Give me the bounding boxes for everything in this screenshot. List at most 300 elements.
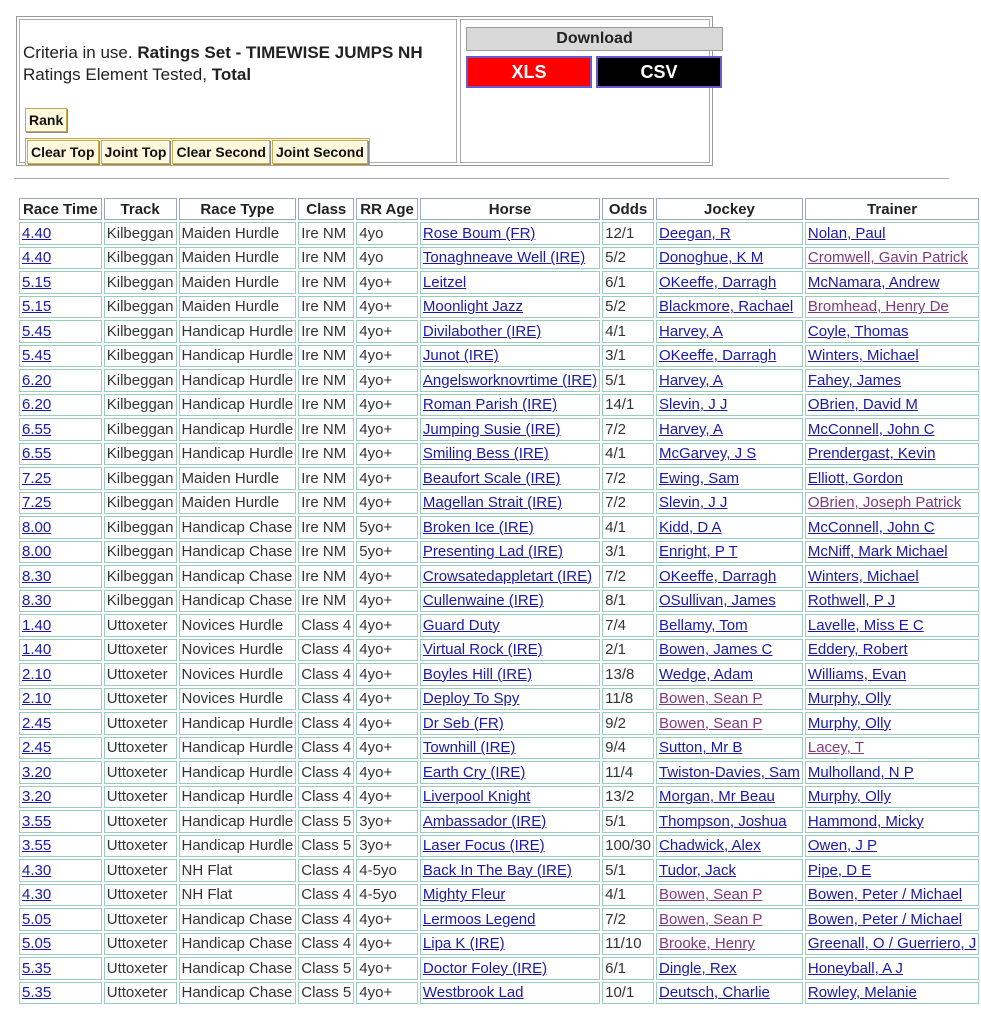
age-cell: 5yo+ [359, 543, 393, 561]
jockey-link[interactable]: Deegan, R [659, 224, 731, 242]
race-time-link[interactable]: 2.10 [22, 690, 52, 708]
table-cell [104, 467, 177, 490]
table-row [19, 247, 979, 270]
race-time-link[interactable]: 5.05 [22, 935, 52, 953]
trainer-link[interactable]: Mulholland, N P [807, 763, 914, 781]
jockey-link[interactable]: Morgan, Mr Beau [659, 788, 775, 806]
race-time-link[interactable]: 5.15 [22, 273, 52, 291]
class-cell: Class 4 [301, 763, 352, 781]
jockey-link[interactable]: OSullivan, James [659, 592, 776, 610]
joint-top-button[interactable]: Joint Top [101, 140, 171, 164]
table-cell [356, 516, 418, 539]
trainer-link[interactable]: Lacey, T [807, 739, 865, 757]
table-cell [356, 590, 418, 613]
table-cell [179, 541, 297, 564]
horse-link[interactable]: Deploy To Spy [422, 690, 520, 708]
horse-link[interactable]: Broken Ice (IRE) [422, 518, 534, 536]
table-cell [356, 394, 418, 417]
race-time-link[interactable]: 5.45 [22, 322, 52, 340]
race-time-link[interactable]: 4.40 [22, 224, 52, 242]
table-cell [656, 786, 803, 809]
odds-cell: 5/1 [605, 371, 626, 389]
jockey-link[interactable]: Bowen, Sean P [659, 714, 763, 732]
odds-cell: 11/10 [605, 935, 642, 953]
jockey-link[interactable]: OKeeffe, Darragh [659, 273, 777, 291]
class-cell: Class 4 [301, 861, 352, 879]
race-time-link[interactable]: 4.30 [22, 886, 52, 904]
table-row [19, 565, 979, 588]
horse-link[interactable]: Angelsworknovrtime (IRE) [422, 371, 598, 389]
trainer-link[interactable]: Coyle, Thomas [807, 322, 909, 340]
table-cell [420, 957, 600, 980]
race-time-link[interactable]: 7.25 [22, 494, 52, 512]
horse-link[interactable]: Magellan Strait (IRE) [422, 494, 563, 512]
table-row [19, 859, 979, 882]
table-cell [805, 933, 979, 956]
table-cell [19, 835, 102, 858]
jockey-link[interactable]: Ewing, Sam [659, 469, 740, 487]
horse-link[interactable]: Westbrook Lad [422, 984, 524, 1002]
jockey-link[interactable]: Chadwick, Alex [659, 837, 761, 855]
race-type-cell: Handicap Hurdle [181, 763, 294, 781]
trainer-link[interactable]: Lavelle, Miss E C [807, 616, 924, 634]
table-cell [179, 296, 297, 319]
trainer-link[interactable]: Owen, J P [807, 837, 878, 855]
jockey-link[interactable]: Dingle, Rex [659, 959, 737, 977]
table-cell [420, 982, 600, 1005]
odds-cell: 4/1 [605, 322, 626, 340]
race-time-link[interactable]: 4.30 [22, 861, 52, 879]
age-cell: 4yo+ [359, 763, 393, 781]
track-cell: Kilbeggan [106, 592, 174, 610]
table-cell [104, 222, 177, 245]
table-row [19, 443, 979, 466]
table-cell [805, 590, 979, 613]
table-cell [356, 565, 418, 588]
race-time-link[interactable]: 8.30 [22, 592, 52, 610]
track-cell: Kilbeggan [106, 371, 174, 389]
jockey-link[interactable]: Twiston-Davies, Sam [659, 763, 800, 781]
jockey-link[interactable]: Harvey, A [659, 322, 723, 340]
horse-link[interactable]: Cullenwaine (IRE) [422, 592, 544, 610]
jockey-link[interactable]: Bowen, Sean P [659, 910, 763, 928]
trainer-link[interactable]: McNamara, Andrew [807, 273, 940, 291]
table-cell [179, 590, 297, 613]
age-cell: 4yo+ [359, 788, 393, 806]
horse-link[interactable]: Virtual Rock (IRE) [422, 641, 543, 659]
race-time-link[interactable]: 8.00 [22, 543, 52, 561]
track-cell: Uttoxeter [106, 959, 168, 977]
table-cell [356, 320, 418, 343]
table-cell [602, 761, 654, 784]
horse-link[interactable]: Lermoos Legend [422, 910, 536, 928]
trainer-link[interactable]: Williams, Evan [807, 665, 907, 683]
age-cell: 4yo+ [359, 665, 393, 683]
table-row [19, 516, 979, 539]
col-class: Class [298, 198, 354, 220]
horse-link[interactable]: Moonlight Jazz [422, 298, 523, 316]
race-type-cell: Handicap Chase [181, 592, 293, 610]
horse-link[interactable]: Smiling Bess (IRE) [422, 445, 549, 463]
table-cell [420, 761, 600, 784]
race-type-cell: Handicap Hurdle [181, 739, 294, 757]
table-cell [298, 933, 354, 956]
table-cell [602, 222, 654, 245]
download-box [460, 19, 710, 163]
table-cell [356, 982, 418, 1005]
horse-link[interactable]: Presenting Lad (IRE) [422, 543, 563, 561]
horse-link[interactable]: Liverpool Knight [422, 788, 531, 806]
race-time-link[interactable]: 5.45 [22, 347, 52, 365]
table-cell [356, 639, 418, 662]
horse-link[interactable]: Mighty Fleur [422, 886, 506, 904]
table-cell [356, 492, 418, 515]
jockey-link[interactable]: Bowen, James C [659, 641, 773, 659]
odds-cell: 7/4 [605, 616, 626, 634]
odds-cell: 12/1 [605, 224, 635, 242]
table-cell [420, 394, 600, 417]
horse-link[interactable]: Laser Focus (IRE) [422, 837, 545, 855]
table-cell [656, 810, 803, 833]
table-cell [420, 688, 600, 711]
track-cell: Uttoxeter [106, 984, 168, 1002]
horse-link[interactable]: Guard Duty [422, 616, 500, 634]
horse-link[interactable]: Rose Boum (FR) [422, 224, 536, 242]
trainer-link[interactable]: OBrien, David M [807, 396, 918, 414]
table-row [19, 786, 979, 809]
xls-download-button[interactable]: XLS [466, 56, 592, 88]
table-cell [805, 786, 979, 809]
table-cell [805, 222, 979, 245]
table-cell [805, 761, 979, 784]
race-time-link[interactable]: 6.55 [22, 445, 52, 463]
table-cell [656, 590, 803, 613]
table-cell [602, 712, 654, 735]
table-row [19, 982, 979, 1005]
table-cell [602, 467, 654, 490]
age-cell: 4yo+ [359, 494, 393, 512]
horse-link[interactable]: Boyles Hill (IRE) [422, 665, 533, 683]
jockey-link[interactable]: Enright, P T [659, 543, 738, 561]
race-time-link[interactable]: 5.35 [22, 984, 52, 1002]
rank-button[interactable]: Rank [25, 108, 67, 132]
race-time-link[interactable]: 6.20 [22, 371, 52, 389]
trainer-link[interactable]: McConnell, John C [807, 420, 935, 438]
horse-link[interactable]: Townhill (IRE) [422, 739, 516, 757]
trainer-link[interactable]: Rothwell, P J [807, 592, 896, 610]
trainer-link[interactable]: Prendergast, Kevin [807, 445, 936, 463]
horse-link[interactable]: Junot (IRE) [422, 347, 499, 365]
table-cell [656, 369, 803, 392]
horse-link[interactable]: Roman Parish (IRE) [422, 396, 558, 414]
trainer-link[interactable]: Murphy, Olly [807, 690, 891, 708]
race-time-link[interactable]: 5.35 [22, 959, 52, 977]
race-time-link[interactable]: 6.55 [22, 420, 52, 438]
table-cell [298, 639, 354, 662]
table-row [19, 320, 979, 343]
table-row [19, 908, 979, 931]
table-cell [298, 835, 354, 858]
table-cell [179, 418, 297, 441]
clear-top-button[interactable]: Clear Top [27, 140, 99, 164]
odds-cell: 2/1 [605, 641, 626, 659]
trainer-link[interactable]: Eddery, Robert [807, 641, 908, 659]
table-cell [602, 394, 654, 417]
table-cell [179, 688, 297, 711]
table-cell [19, 369, 102, 392]
track-cell: Kilbeggan [106, 273, 174, 291]
race-type-cell: Handicap Hurdle [181, 347, 294, 365]
table-cell [656, 712, 803, 735]
odds-cell: 7/2 [605, 469, 626, 487]
table-cell [420, 786, 600, 809]
race-time-link[interactable]: 2.45 [22, 714, 52, 732]
jockey-link[interactable]: Slevin, J J [659, 396, 728, 414]
race-time-link[interactable]: 5.05 [22, 910, 52, 928]
jockey-link[interactable]: OKeeffe, Darragh [659, 567, 777, 585]
odds-cell: 9/4 [605, 739, 626, 757]
horse-link[interactable]: Ambassador (IRE) [422, 812, 547, 830]
table-cell [19, 884, 102, 907]
jockey-link[interactable]: Blackmore, Rachael [659, 298, 794, 316]
jockey-link[interactable]: Bowen, Sean P [659, 886, 763, 904]
table-cell [19, 663, 102, 686]
jockey-link[interactable]: Kidd, D A [659, 518, 722, 536]
table-cell [19, 957, 102, 980]
class-cell: Ire NM [301, 224, 347, 242]
horse-link[interactable]: Beaufort Scale (IRE) [422, 469, 561, 487]
table-cell [356, 296, 418, 319]
odds-cell: 3/1 [605, 543, 626, 561]
horse-link[interactable]: Lipa K (IRE) [422, 935, 505, 953]
table-cell [805, 418, 979, 441]
table-cell [104, 884, 177, 907]
table-cell [19, 712, 102, 735]
race-type-cell: Handicap Chase [181, 543, 293, 561]
table-cell [19, 761, 102, 784]
table-row [19, 688, 979, 711]
trainer-link[interactable]: Hammond, Micky [807, 812, 924, 830]
age-cell: 4yo+ [359, 641, 393, 659]
table-cell [656, 933, 803, 956]
age-cell: 4yo [359, 249, 384, 267]
race-type-cell: Handicap Hurdle [181, 812, 294, 830]
odds-cell: 5/1 [605, 812, 626, 830]
trainer-link[interactable]: Murphy, Olly [807, 714, 891, 732]
table-cell [356, 541, 418, 564]
trainer-link[interactable]: McNiff, Mark Michael [807, 543, 948, 561]
race-time-link[interactable]: 8.30 [22, 567, 52, 585]
table-cell [19, 492, 102, 515]
class-cell: Class 4 [301, 788, 352, 806]
csv-download-button[interactable]: CSV [596, 56, 722, 88]
trainer-link[interactable]: Elliott, Gordon [807, 469, 903, 487]
table-row [19, 492, 979, 515]
race-time-link[interactable]: 3.55 [22, 812, 52, 830]
trainer-link[interactable]: Fahey, James [807, 371, 901, 389]
table-cell [298, 810, 354, 833]
table-cell [19, 247, 102, 270]
class-cell: Ire NM [301, 543, 347, 561]
race-time-link[interactable]: 5.15 [22, 298, 52, 316]
race-time-link[interactable]: 7.25 [22, 469, 52, 487]
table-cell [602, 884, 654, 907]
table-cell [356, 369, 418, 392]
race-time-link[interactable]: 8.00 [22, 518, 52, 536]
table-cell [19, 614, 102, 637]
jockey-link[interactable]: Bellamy, Tom [659, 616, 748, 634]
horse-link[interactable]: Earth Cry (IRE) [422, 763, 526, 781]
jockey-link[interactable]: Thompson, Joshua [659, 812, 787, 830]
age-cell: 4yo+ [359, 396, 393, 414]
table-cell [104, 982, 177, 1005]
class-cell: Ire NM [301, 567, 347, 585]
trainer-link[interactable]: McConnell, John C [807, 518, 935, 536]
class-cell: Ire NM [301, 347, 347, 365]
race-time-link[interactable]: 2.45 [22, 739, 52, 757]
table-cell [298, 320, 354, 343]
horse-link[interactable]: Leitzel [422, 273, 467, 291]
jockey-link[interactable]: Harvey, A [659, 420, 723, 438]
jockey-link[interactable]: Sutton, Mr B [659, 739, 743, 757]
jockey-link[interactable]: Tudor, Jack [659, 861, 736, 879]
table-cell [19, 933, 102, 956]
table-row [19, 639, 979, 662]
table-cell [298, 443, 354, 466]
trainer-link[interactable]: Cromwell, Gavin Patrick [807, 249, 968, 267]
race-type-cell: Handicap Chase [181, 984, 293, 1002]
trainer-link[interactable]: Bowen, Peter / Michael [807, 886, 963, 904]
horse-link[interactable]: Jumping Susie (IRE) [422, 420, 561, 438]
table-cell [602, 933, 654, 956]
jockey-link[interactable]: Slevin, J J [659, 494, 728, 512]
table-cell [179, 369, 297, 392]
results-section [14, 178, 977, 1002]
race-time-link[interactable]: 6.20 [22, 396, 52, 414]
table-cell [19, 908, 102, 931]
age-cell: 3yo+ [359, 837, 393, 855]
table-cell [179, 712, 297, 735]
table-cell [420, 443, 600, 466]
race-time-link[interactable]: 3.20 [22, 788, 52, 806]
jockey-link[interactable]: McGarvey, J S [659, 445, 757, 463]
horse-link[interactable]: Divilabother (IRE) [422, 322, 542, 340]
table-cell [179, 884, 297, 907]
table-cell [104, 688, 177, 711]
race-time-link[interactable]: 1.40 [22, 616, 52, 634]
table-cell [19, 786, 102, 809]
table-cell [19, 345, 102, 368]
race-time-link[interactable]: 3.55 [22, 837, 52, 855]
table-cell [420, 884, 600, 907]
race-time-link[interactable]: 4.40 [22, 249, 52, 267]
table-cell [356, 345, 418, 368]
trainer-link[interactable]: Rowley, Melanie [807, 984, 917, 1002]
race-time-link[interactable]: 2.10 [22, 665, 52, 683]
table-cell [104, 933, 177, 956]
table-cell [179, 957, 297, 980]
table-cell [602, 859, 654, 882]
table-cell [179, 443, 297, 466]
trainer-link[interactable]: OBrien, Joseph Patrick [807, 494, 962, 512]
table-cell [602, 663, 654, 686]
age-cell: 5yo+ [359, 518, 393, 536]
table-cell [19, 859, 102, 882]
table-cell [19, 810, 102, 833]
horse-link[interactable]: Dr Seb (FR) [422, 714, 504, 732]
jockey-link[interactable]: Deutsch, Charlie [659, 984, 770, 1002]
age-cell: 4yo+ [359, 322, 393, 340]
race-time-link[interactable]: 3.20 [22, 763, 52, 781]
trainer-link[interactable]: Honeyball, A J [807, 959, 903, 977]
table-cell [179, 320, 297, 343]
jockey-link[interactable]: Wedge, Adam [659, 665, 753, 683]
table-row [19, 271, 979, 294]
table-cell [656, 859, 803, 882]
table-row [19, 394, 979, 417]
jockey-link[interactable]: Brooke, Henry [659, 935, 755, 953]
race-type-cell: Handicap Hurdle [181, 837, 294, 855]
download-title: Download [466, 27, 723, 51]
trainer-link[interactable]: Pipe, D E [807, 861, 872, 879]
table-cell [805, 296, 979, 319]
class-cell: Class 4 [301, 935, 352, 953]
table-cell [805, 712, 979, 735]
criteria-box [19, 19, 457, 163]
trainer-link[interactable]: Murphy, Olly [807, 788, 891, 806]
table-cell [420, 222, 600, 245]
table-cell [356, 957, 418, 980]
table-cell [656, 541, 803, 564]
horse-link[interactable]: Crowsatedappletart (IRE) [422, 567, 593, 585]
trainer-link[interactable]: Greenall, O / Guerriero, J [807, 935, 977, 953]
jockey-link[interactable]: Harvey, A [659, 371, 723, 389]
odds-cell: 100/30 [605, 837, 651, 855]
table-cell [356, 884, 418, 907]
trainer-link[interactable]: Bowen, Peter / Michael [807, 910, 963, 928]
col-race-type: Race Type [179, 198, 297, 220]
jockey-link[interactable]: Bowen, Sean P [659, 690, 763, 708]
track-cell: Uttoxeter [106, 788, 168, 806]
trainer-link[interactable]: Bromhead, Henry De [807, 298, 949, 316]
clear-second-button[interactable]: Clear Second [172, 140, 269, 164]
table-cell [356, 467, 418, 490]
table-cell [656, 467, 803, 490]
table-cell [805, 663, 979, 686]
table-row [19, 737, 979, 760]
odds-cell: 3/1 [605, 347, 626, 365]
track-cell: Kilbeggan [106, 543, 174, 561]
trainer-link[interactable]: Winters, Michael [807, 347, 919, 365]
race-time-link[interactable]: 1.40 [22, 641, 52, 659]
joint-second-button[interactable]: Joint Second [272, 140, 368, 164]
table-row [19, 541, 979, 564]
trainer-link[interactable]: Nolan, Paul [807, 224, 886, 242]
race-type-cell: Handicap Chase [181, 567, 293, 585]
table-cell [298, 296, 354, 319]
table-cell [104, 663, 177, 686]
races-table-body [19, 222, 979, 1004]
jockey-link[interactable]: Donoghue, K M [659, 249, 764, 267]
table-cell [298, 712, 354, 735]
trainer-link[interactable]: Winters, Michael [807, 567, 919, 585]
horse-link[interactable]: Back In The Bay (IRE) [422, 861, 572, 879]
horse-link[interactable]: Tonaghneave Well (IRE) [422, 249, 586, 267]
jockey-link[interactable]: OKeeffe, Darragh [659, 347, 777, 365]
track-cell: Uttoxeter [106, 763, 168, 781]
horse-link[interactable]: Doctor Foley (IRE) [422, 959, 548, 977]
table-cell [602, 320, 654, 343]
